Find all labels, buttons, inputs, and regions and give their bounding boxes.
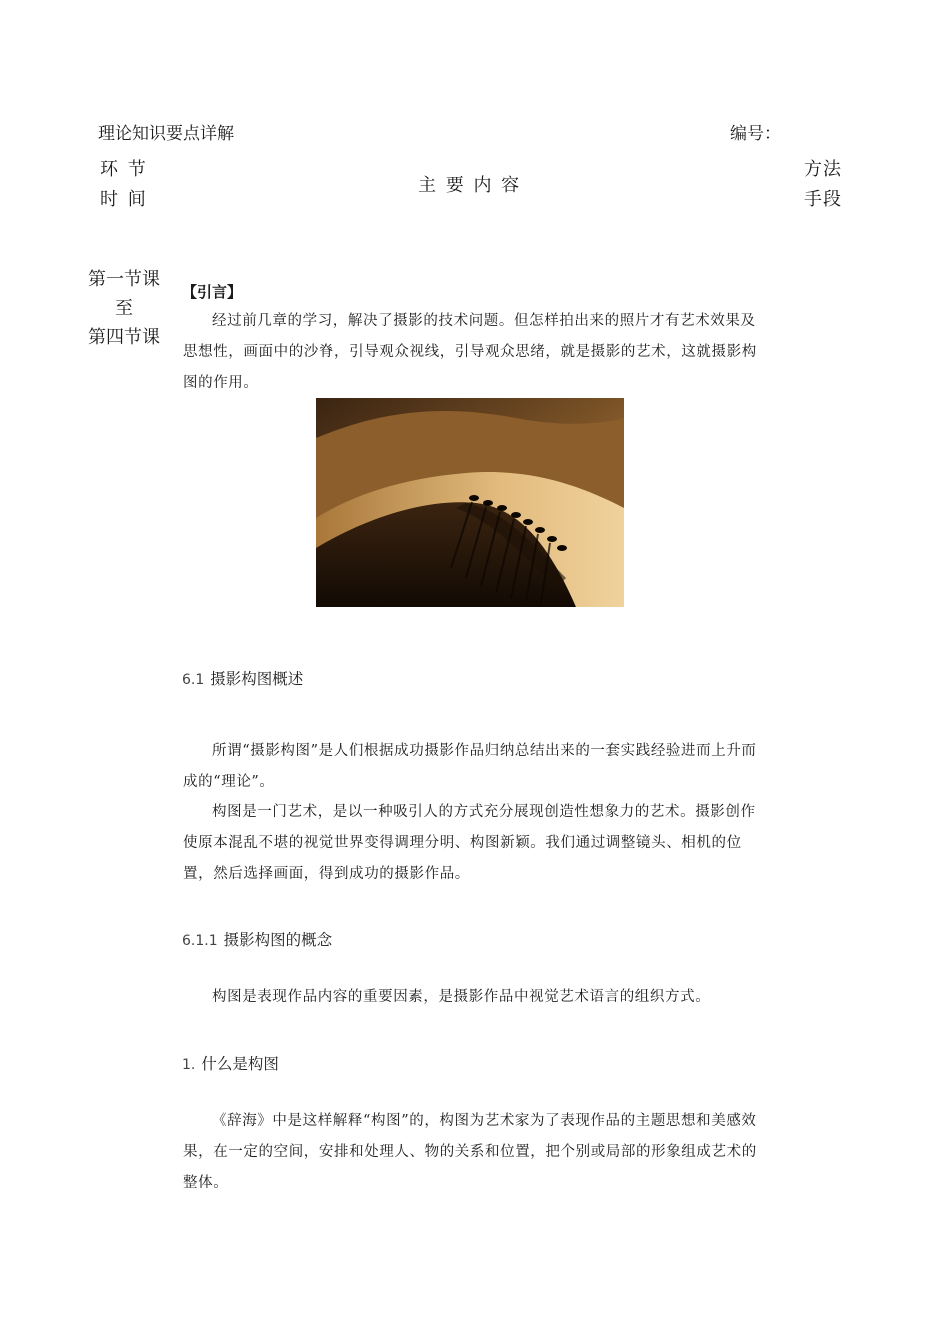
section-title: 摄影构图的概念	[223, 931, 333, 949]
column-stage-time	[100, 155, 148, 215]
section-1-paragraph: 《辞海》中是这样解释“构图”的，构图为艺术家为了表现作品的主题思想和美感效果，在一定的空间，安排和处理人、物的关系和位置，把个别或局部的形象组成艺术的整体。	[183, 1113, 757, 1191]
section-number: 1.	[182, 1057, 196, 1073]
column-stage-label: 环 节	[100, 159, 148, 180]
desert-caravan-photo	[316, 398, 624, 607]
intro-heading: 【引言】	[182, 283, 243, 301]
section-title: 什么是构图	[201, 1055, 279, 1073]
document-number-label: 编号：	[730, 124, 781, 144]
section-6-1-heading	[182, 667, 303, 689]
section-title: 摄影构图概述	[210, 670, 304, 688]
desert-caravan-image	[316, 398, 624, 607]
session-end: 第四节课	[88, 327, 160, 348]
section-6-1-paragraph-1: 所谓“摄影构图”是人们根据成功摄影作品归纳总结出来的一套实践经验进而上升而成的“理论”。	[183, 743, 757, 790]
column-method	[804, 155, 842, 215]
section-number: 6.1.1	[182, 933, 218, 949]
column-time-label: 时 间	[100, 189, 148, 210]
column-means-label: 手段	[804, 189, 842, 210]
session-range	[84, 265, 164, 352]
page-title: 理论知识要点详解	[98, 124, 234, 144]
section-6-1-1-heading	[182, 928, 332, 950]
section-number: 6.1	[182, 672, 205, 688]
section-1-heading	[182, 1052, 279, 1074]
intro-paragraph: 经过前几章的学习，解决了摄影的技术问题。但怎样拍出来的照片才有艺术效果及思想性，画面中的沙脊，引导观众视线，引导观众思绪，就是摄影的艺术，这就摄影构图的作用。	[183, 313, 757, 391]
column-main-content: 主 要 内 容	[418, 175, 522, 196]
column-method-label: 方法	[804, 159, 842, 180]
session-start: 第一节课	[88, 269, 160, 290]
section-6-1-paragraph-2: 构图是一门艺术，是以一种吸引人的方式充分展现创造性想象力的艺术。摄影创作使原本混乱不堪的视觉世界变得调理分明、构图新颖。我们通过调整镜头、相机的位置，然后选择画面，得到成功的摄影作品。	[183, 804, 756, 882]
session-to: 至	[115, 298, 133, 319]
section-6-1-1-paragraph: 构图是表现作品内容的重要因素，是摄影作品中视觉艺术语言的组织方式。	[212, 989, 711, 1005]
